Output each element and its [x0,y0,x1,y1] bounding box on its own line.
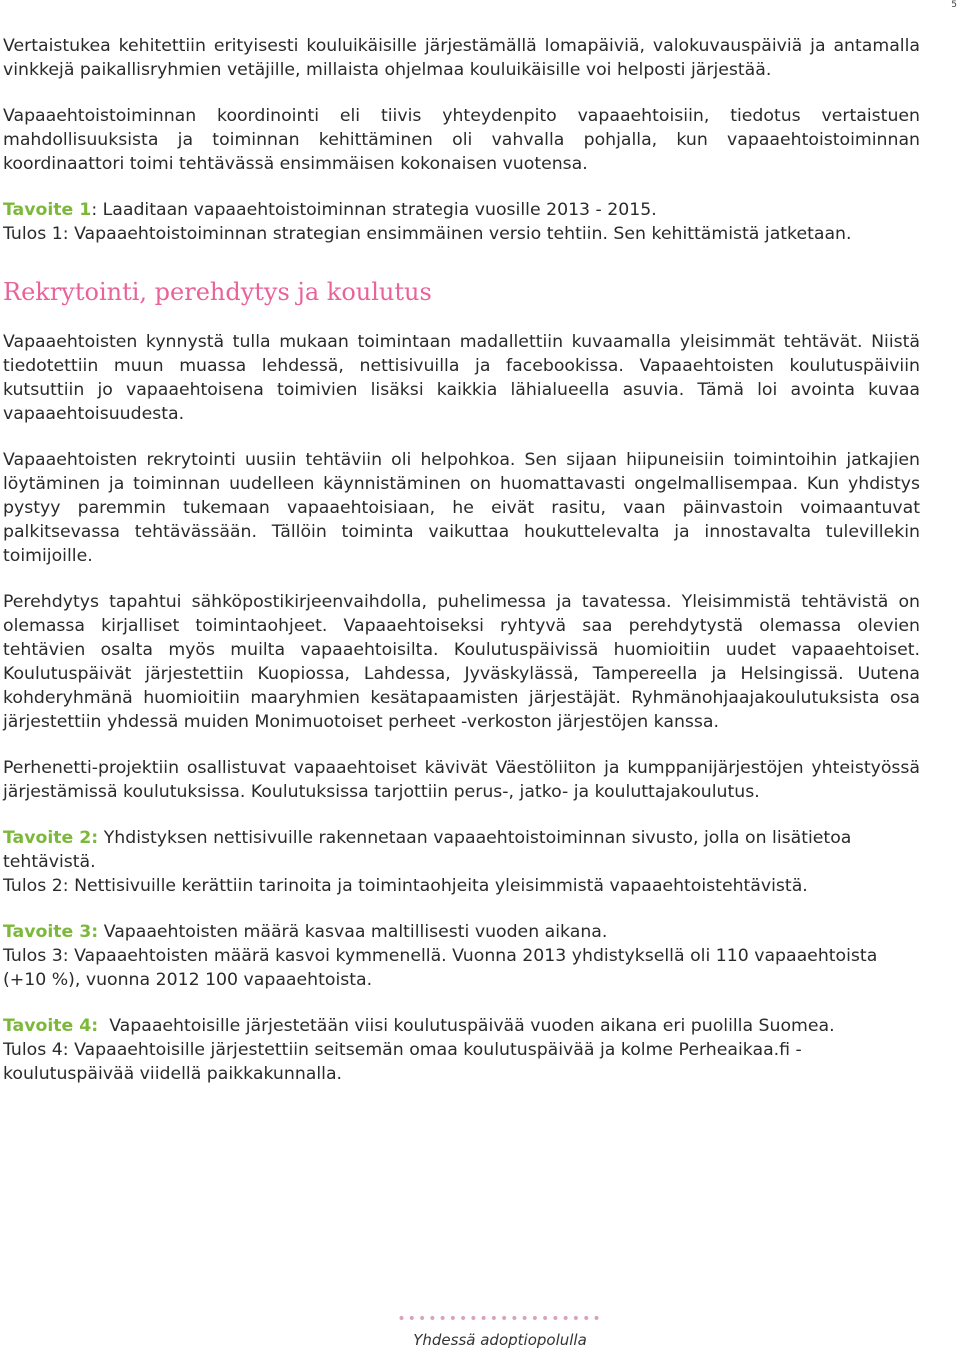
section-paragraph-4: Perhenetti-projektiin osallistuvat vapaaehtoiset kävivät Väestöliiton ja kumppanijärjestöjen yhteistyössä järjestämissä koulutuksissa. Koulutuksissa tarjottiin perus-, jatko- ja kouluttajakoulutus. [3,758,920,802]
document-body [3,34,920,1086]
goal-3-text: Vapaaehtoisten määrä kasvaa maltillisesti vuoden aikana. [98,922,608,942]
goal-3-block [3,920,920,992]
goal-2-block [3,826,920,898]
goal-4-result: Tulos 4: Vapaaehtoisille järjestettiin seitsemän omaa koulutuspäivää ja kolme Perheaikaa.fi -koulutuspäivää viidellä paikkakunnalla. [3,1040,802,1084]
goal-1-result: Tulos 1: Vapaaehtoistoiminnan strategian ensimmäinen versio tehtiin. Sen kehittämistä jatketaan. [3,224,852,244]
goal-2-line [3,826,920,874]
goal-2-result: Tulos 2: Nettisivuille kerättiin tarinoita ja toimintaohjeita yleisimmistä vapaaehtoistehtävistä. [3,876,808,896]
goal-4-label: Tavoite 4: [3,1016,99,1036]
section-heading: Rekrytointi, perehdytys ja koulutus [3,278,432,306]
section-paragraph-3: Perehdytys tapahtui sähköpostikirjeenvaihdolla, puhelimessa ja tavatessa. Yleisimmistä tehtävistä on olemassa kirjalliset toimintaohjeet. Vapaaehtoiseksi ryhtyvä saa perehdytystä olemassa olevien tehtävien osalta myös muilta vapaaehtoisilta. Koulutuspäivissä huomioitiin uudet vapaaehtoiset. Koulutuspäivät järjestettiin Kuopiossa, Lahdessa, Jyväskylässä, Tampereella ja Helsingissä. Uutena kohderyhmänä huomioitiin maaryhmien kesätapaamisten järjestäjät. Ryhmänohjaajakoulutuksista osa järjestettiin yhdessä muiden Monimuotoiset perheet -verkoston järjestöjen kanssa. [3,592,920,732]
page-number: 5 [951,0,957,10]
goal-2-text: Yhdistyksen nettisivuille rakennetaan vapaaehtoistoiminnan sivusto, jolla on lisätietoa tehtävistä. [3,828,852,872]
goal-1-line [3,198,920,222]
goal-4-text: Vapaaehtoisille järjestetään viisi koulutuspäivää vuoden aikana eri puolilla Suomea. [98,1016,835,1036]
goal-3-result: Tulos 3: Vapaaehtoisten määrä kasvoi kymmenellä. Vuonna 2013 yhdistyksellä oli 110 vapaaehtoista (+10 %), vuonna 2012 100 vapaaehtoista. [3,946,878,990]
goal-4-line [3,1014,920,1038]
intro-paragraph-1: Vertaistukea kehitettiin erityisesti kouluikäisille järjestämällä lomapäiviä, valokuvauspäiviä ja antamalla vinkkejä paikallisryhmien vetäjille, millaista ohjelmaa kouluikäisille voi helposti järjestää. [3,36,920,80]
goal-1-text: : Laaditaan vapaaehtoistoiminnan strategia vuosille 2013 - 2015. [91,200,657,220]
section-paragraph-2: Vapaaehtoisten rekrytointi uusiin tehtäviin oli helpohkoa. Sen sijaan hiipuneisiin toimintoihin jatkajien löytäminen ja toiminnan uudelleen käynnistäminen on huomattavasti ongelmallisempaa. Kun yhdistys pystyy paremmin tukemaan vapaaehtoisiaan, he eivät rasitu, vaan päinvastoin voimaantuvat palkitsevassa tehtävässään. Tällöin toiminta vaikuttaa houkuttelevalta ja innostavalta tulevillekin toimijoille. [3,450,920,566]
page-footer [370,1313,630,1349]
goal-1-block [3,198,920,246]
goal-3-label: Tavoite 3: [3,922,99,942]
section-paragraph-1: Vapaaehtoisten kynnystä tulla mukaan toimintaan madallettiin kuvaamalla yleisimmät tehtävät. Niistä tiedotettiin muun muassa lehdessä, nettisivuilla ja facebookissa. Vapaaehtoisten koulutuspäiviin kutsuttiin jo vapaaehtoisena toimivien lisäksi kaikkia lähialueella asuvia. Tämä loi avointa kuvaa vapaaehtoisuudesta. [3,332,920,424]
footer-text: Yhdessä adoptiopolulla [413,1331,587,1349]
intro-paragraph-2: Vapaaehtoistoiminnan koordinointi eli tiivis yhteydenpito vapaaehtoisiin, tiedotus vertaistuen mahdollisuuksista ja toiminnan kehittäminen oli vahvalla pohjalla, kun vapaaehtoistoiminnan koordinaattori toimi tehtävässä ensimmäisen kokonaisen vuotensa. [3,106,920,174]
goal-1-label: Tavoite 1 [3,200,92,220]
goal-3-line [3,920,920,944]
goal-4-block [3,1014,920,1086]
footer-dots-divider: •••••••••••••••••••• [397,1311,603,1327]
goal-2-label: Tavoite 2: [3,828,99,848]
